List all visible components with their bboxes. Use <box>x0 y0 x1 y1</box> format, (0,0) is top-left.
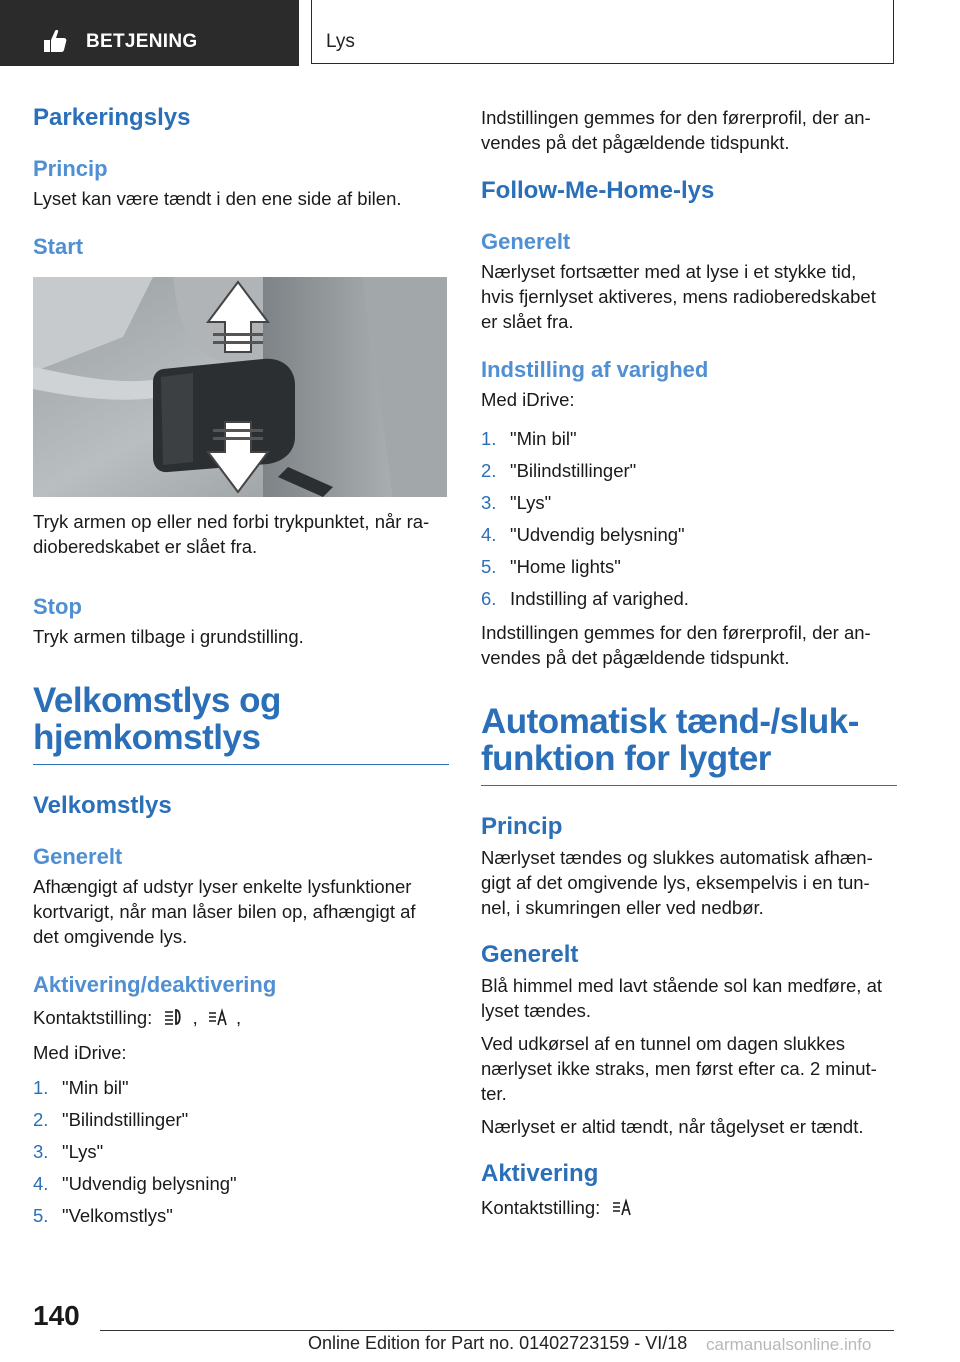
fmh-generelt-title: Generelt <box>481 229 571 254</box>
fmh-generelt-line1: Nærlyset fortsætter med at lyse i et stykke tid, <box>481 261 857 282</box>
footer-rule <box>100 1330 894 1331</box>
saved2-line2: vendes på det pågældende tidspunkt. <box>481 647 790 668</box>
contact-label-right: Kontaktstilling: <box>481 1197 601 1218</box>
auto-activation-title: Aktivering <box>481 1160 599 1187</box>
list-item: 3. "Lys" <box>33 1141 104 1162</box>
auto-generelt-line1: Blå himmel med lavt stående sol kan medføre, at <box>481 975 883 996</box>
list-item: 5. "Velkomstlys" <box>33 1205 173 1226</box>
page-header <box>0 0 960 66</box>
generelt-title: Generelt <box>33 844 123 869</box>
turn-signal-lever-image <box>33 277 447 497</box>
left-column <box>33 100 449 1235</box>
auto-princip-line1: Nærlyset tændes og slukkes automatisk afhæn- <box>481 847 873 868</box>
right-column <box>481 100 897 1220</box>
chapter-tab <box>311 0 894 64</box>
list-item: 3. "Lys" <box>481 492 552 513</box>
pointing-hand-icon <box>40 28 68 54</box>
auto-generelt-title: Generelt <box>481 941 579 968</box>
activation-title: Aktivering/deaktivering <box>33 972 277 997</box>
welcome-steps-list <box>33 1075 449 1235</box>
list-item: 4. "Udvendig belysning" <box>33 1173 237 1194</box>
idrive-label-right: Med iDrive: <box>481 389 575 410</box>
generelt-text-line3: det omgivende lys. <box>33 926 188 947</box>
watermark: carmanualsonline.info <box>706 1335 872 1354</box>
section-rule <box>481 785 897 786</box>
auto-princip-title: Princip <box>481 813 563 840</box>
start-title: Start <box>33 234 84 259</box>
chapter-title: Lys <box>326 31 355 52</box>
welcome-title-line2: hjemkomstlys <box>33 718 261 757</box>
page-number: 140 <box>33 1300 80 1331</box>
parking-light-icon <box>163 1007 183 1027</box>
parking-title: Parkeringslys <box>33 104 191 131</box>
image-caption: Tryk armen op eller ned forbi trykpunktet, når ra- dioberedskabet er slået fra. <box>33 511 430 557</box>
auto-light-icon <box>207 1007 227 1027</box>
princip-title: Princip <box>33 156 108 181</box>
generelt-text-line1: Afhængigt af udstyr lyser enkelte lysfunktioner <box>33 876 412 897</box>
saved2-line1: Indstillingen gemmes for den førerprofil, der an- <box>481 622 871 643</box>
idrive-label: Med iDrive: <box>33 1042 127 1063</box>
auto-princip-line2: gigt af det omgivende lys, eksempelvis i en tun- <box>481 872 870 893</box>
section-tab <box>0 0 299 66</box>
duration-title: Indstilling af varighed <box>481 357 709 382</box>
list-item: 4. "Udvendig belysning" <box>481 524 685 545</box>
comma-2: , <box>236 1007 242 1028</box>
contact-label: Kontaktstilling: <box>33 1007 153 1028</box>
auto-light-icon <box>611 1197 631 1217</box>
list-item: 2. "Bilindstillinger" <box>481 460 637 481</box>
tunnel-line1: Ved udkørsel af en tunnel om dagen slukkes <box>481 1033 846 1054</box>
auto-title-line1: Automatisk tænd-/sluk- <box>481 702 859 741</box>
tunnel-line3: ter. <box>481 1083 507 1104</box>
section-title: BETJENING <box>86 31 198 52</box>
list-item: 5. "Home lights" <box>481 556 621 577</box>
list-item: 1. "Min bil" <box>481 428 577 449</box>
saved-line1: Indstillingen gemmes for den førerprofil, der an- <box>481 107 871 128</box>
tunnel-line2: nærlyset ikke straks, men først efter ca. 2 minut- <box>481 1058 877 1079</box>
auto-title-line2: funktion for lygter <box>481 739 771 778</box>
section-rule <box>33 764 449 765</box>
list-item: 1. "Min bil" <box>33 1077 129 1098</box>
auto-generelt-line2: lyset tændes. <box>481 1000 592 1021</box>
princip-text: Lyset kan være tændt i den ene side af bilen. <box>33 188 402 209</box>
generelt-text-line2: kortvarigt, når man låser bilen op, afhængigt af <box>33 901 416 922</box>
fmh-title: Follow-Me-Home-lys <box>481 177 715 204</box>
list-item: 2. "Bilindstillinger" <box>33 1109 189 1130</box>
welcome-subtitle: Velkomstlys <box>33 792 172 819</box>
comma-1: , <box>192 1007 198 1028</box>
welcome-title-line1: Velkomstlys og <box>33 681 281 720</box>
auto-princip-line3: nel, i skumringen eller ved nedbør. <box>481 897 764 918</box>
duration-steps-list <box>481 426 897 611</box>
fog-line: Nærlyset er altid tændt, når tågelyset er tændt. <box>481 1116 864 1137</box>
contact-position-line <box>33 1005 449 1030</box>
fmh-generelt-line3: er slået fra. <box>481 311 574 332</box>
list-item: 6. Indstilling af varighed. <box>481 588 689 609</box>
stop-text: Tryk armen tilbage i grundstilling. <box>33 626 304 647</box>
edition-text: Online Edition for Part no. 01402723159 - VI/18 <box>308 1333 688 1353</box>
fmh-generelt-line2: hvis fjernlyset aktiveres, mens radioberedskabet <box>481 286 876 307</box>
auto-contact-line <box>481 1195 897 1220</box>
stop-title: Stop <box>33 594 82 619</box>
saved-line2: vendes på det pågældende tidspunkt. <box>481 132 790 153</box>
